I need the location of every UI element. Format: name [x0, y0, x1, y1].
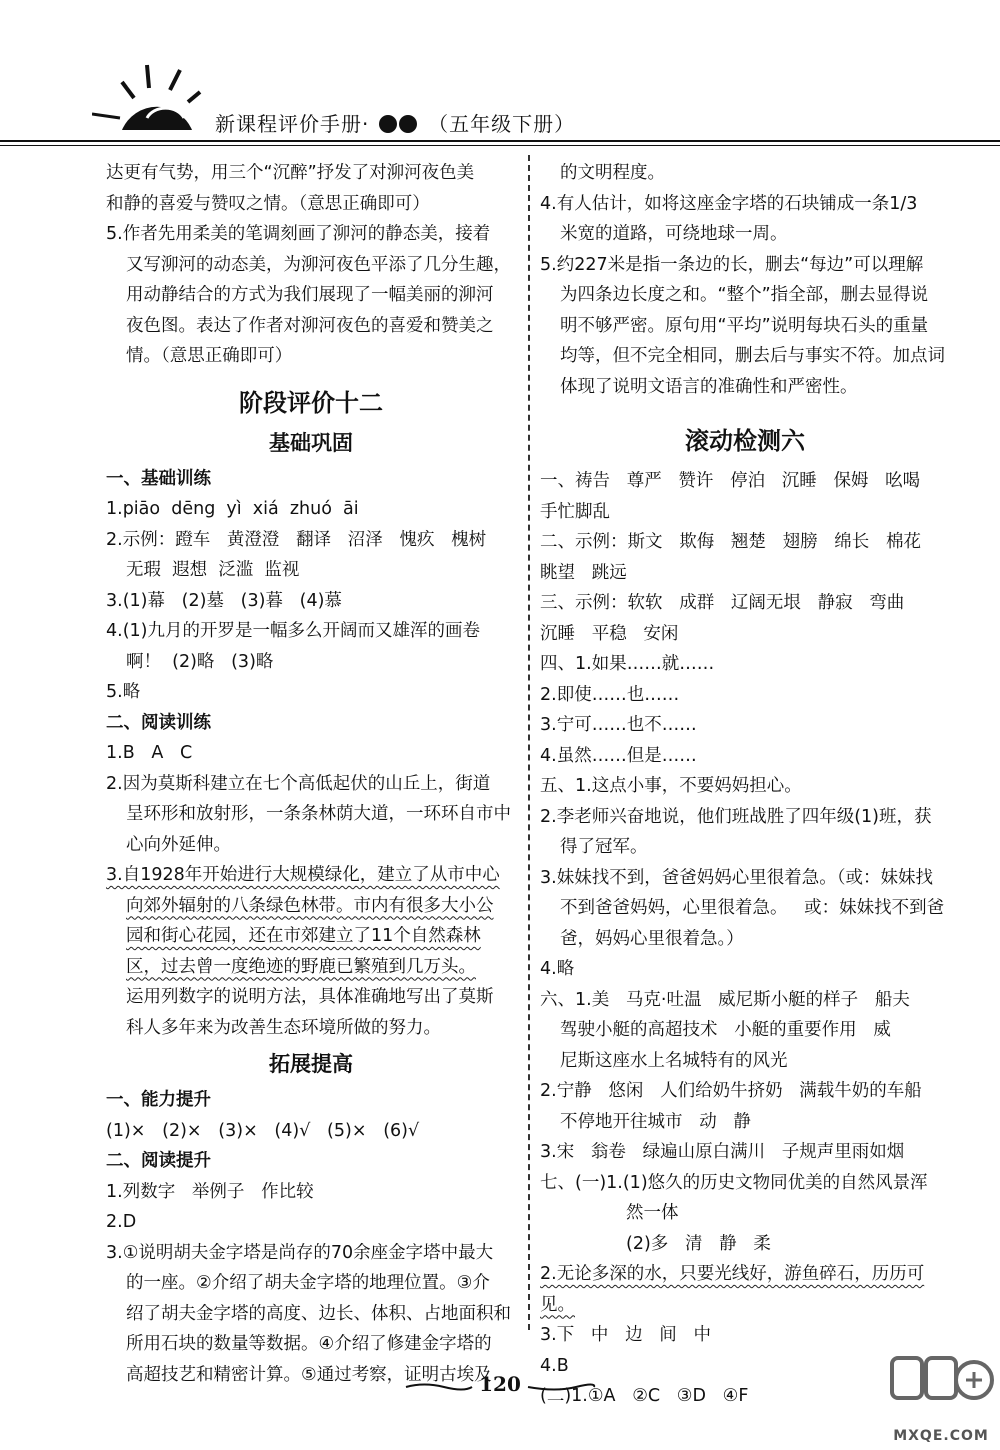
answer-line: 五、1.这点小事，不要妈妈担心。 [540, 776, 802, 796]
answer-line: 二、示例：斯文 欺侮 翘楚 翅膀 绵长 棉花 [540, 532, 921, 552]
answer-line: 3.宋 翁卷 绿遍山原白满川 子规声里雨如烟 [540, 1142, 905, 1162]
text-line: 和静的喜爱与赞叹之情。（意思正确即可） [106, 193, 430, 214]
text-line: 米宽的道路，可绕地球一周。 [560, 224, 788, 244]
column-divider [528, 155, 530, 1330]
book-title: 新课程评价手册· [215, 112, 370, 136]
answer-line: 3.下 中 边 间 中 [540, 1325, 711, 1345]
answer-line: 三、示例：软软 成群 辽阔无垠 静寂 弯曲 [540, 593, 905, 613]
text-line: 又写泖河的动态美，为泖河夜色平添了几分生趣， [126, 254, 511, 275]
answer-line [106, 952, 516, 983]
answer-line: 科人多年来为改善生态环境所做的努力。 [126, 1017, 441, 1038]
ornament-right-icon [526, 1380, 596, 1394]
answer-line: 心向外延伸。 [126, 834, 231, 855]
answer-line: 呈环形和放射形，一条条林荫大道，一环环自市中 [126, 804, 511, 824]
watermark-text: MXQE.COM [893, 1428, 989, 1444]
wavy-underlined-text: 2.无论多深的水，只要光线好，游鱼碎石，历历可见。 [540, 1264, 925, 1315]
watermark [888, 1352, 994, 1444]
answer-line: 手忙脚乱 [540, 501, 610, 522]
header-rule [0, 140, 1000, 142]
text-line: 明不够严密。原句用“平均”说明每块石头的重量 [560, 315, 929, 336]
text-line: 5.作者先用柔美的笔调刻画了泖河的静态美，接着 [106, 224, 491, 244]
answer-line: 所用石块的数量等数据。④介绍了修建金字塔的 [126, 1334, 492, 1354]
answer-line: 2.宁静 悠闲 人们给奶牛挤奶 满载牛奶的车船 [540, 1081, 922, 1101]
subsection-heading: 拓展提高 [269, 1052, 353, 1076]
answer-line: 不到爸爸妈妈，心里很着急。 或：妹妹找不到爸 [560, 898, 945, 918]
part-label: 二、阅读提升 [106, 1151, 211, 1171]
text-line: 用动静结合的方式为我们展现了一幅美丽的泖河 [126, 285, 494, 305]
text-line: 体现了说明文语言的准确性和严密性。 [560, 376, 858, 397]
answer-line: 然一体 [626, 1203, 679, 1223]
wavy-underlined-text: 区，过去曾一度绝迹的野鹿已繁殖到几万头。 [126, 956, 476, 977]
part-label: 一、基础训练 [106, 468, 211, 489]
answer-line: 2.示例：蹬车 黄澄澄 翻译 沼泽 愧疚 槐树 [106, 529, 487, 550]
answer-line: 高超技艺和精密计算。⑤通过考察，证明古埃及 [126, 1364, 492, 1385]
answer-line: 3.(1)幕 (2)墓 (3)暮 (4)慕 [106, 590, 342, 611]
text-line: 情。（意思正确即可） [126, 346, 293, 366]
text-line: 达更有气势，用三个“沉醉”抒发了对泖河夜色美 [106, 163, 475, 183]
answer-line: 4.(1)九月的开罗是一幅多么开阔而又雄浑的画卷 [106, 621, 480, 641]
answer-line: 啊！ (2)略 (3)略 [126, 651, 274, 672]
answer-line: 5.略 [106, 682, 141, 702]
answer-line [540, 1259, 950, 1320]
answer-line: 一、祷告 尊严 赞许 停泊 沉睡 保姆 吆喝 [540, 471, 921, 491]
answer-line: 2.D [106, 1212, 137, 1232]
answer-line [106, 921, 516, 952]
answer-line: 绍了胡夫金字塔的高度、边长、体积、占地面积和 [126, 1303, 511, 1324]
answer-line: 六、1.美 马克·吐温 威尼斯小艇的样子 船夫 [540, 989, 910, 1010]
answer-line: 无瑕 遐想 泛滥 监视 [126, 560, 300, 580]
answer-line: 4.B [540, 1355, 569, 1376]
answer-line: 4.略 [540, 959, 575, 979]
part-label: 二、阅读训练 [106, 712, 211, 733]
grade-label: （五年级下册） [428, 112, 576, 136]
answer-line: 3.宁可……也不…… [540, 715, 697, 735]
answer-line: 2.因为莫斯科建立在七个高低起伏的山丘上，街道 [106, 773, 491, 794]
answer-line: 爸，妈妈心里很着急。） [560, 928, 744, 949]
text-line: 4.有人估计，如将这座金字塔的石块铺成一条1/3 [540, 193, 918, 214]
text-line: 为四条边长度之和。“整个”指全部，删去显得说 [560, 285, 929, 305]
section-heading: 滚动检测六 [685, 427, 805, 455]
subsection-heading: 基础巩固 [269, 430, 353, 455]
answer-line: 不停地开往城市 动 静 [560, 1111, 751, 1132]
page-header [0, 0, 1000, 150]
answer-line: (二)1.①A ②C ③D ④F [540, 1386, 749, 1406]
wavy-underlined-text: 向郊外辐射的八条绿色林带。市内有很多大小公 [126, 895, 494, 916]
answer-line: 七、(一)1.(1)悠久的历史文物同优美的自然风景浑 [540, 1172, 928, 1193]
answer-line: 2.即使……也…… [540, 684, 680, 705]
answer-line: 4.虽然……但是…… [540, 745, 697, 766]
section-heading: 阶段评价十二 [239, 388, 383, 417]
answer-line: 3.①说明胡夫金字塔是尚存的70余座金字塔中最大 [106, 1242, 494, 1263]
answer-line: 眺望 跳远 [540, 562, 627, 583]
answer-line: 尼斯这座水上名城特有的风光 [560, 1050, 788, 1071]
ornament-left-icon [404, 1380, 474, 1394]
watermark-logo-icon [888, 1352, 994, 1418]
answer-line: 3.妹妹找不到，爸爸妈妈心里很着急。（或：妹妹找 [540, 867, 933, 888]
text-line: 的文明程度。 [560, 163, 665, 183]
answer-line: 驾驶小艇的高超技术 小艇的重要作用 威 [560, 1020, 891, 1040]
answer-line: 1.B A C [106, 743, 193, 763]
answer-line: 沉睡 平稳 安闲 [540, 623, 679, 644]
left-column [106, 158, 516, 1390]
answer-line: 1.列数字 举例子 作比较 [106, 1181, 314, 1202]
sun-logo-icon [92, 60, 202, 140]
text-line: 5.约227米是指一条边的长，删去“每边”可以理解 [540, 254, 924, 275]
wavy-underlined-text: 3.自1928年开始进行大规模绿化，建立了从市中心 [106, 865, 500, 885]
answer-line: 2.李老师兴奋地说，他们班战胜了四年级(1)班，获 [540, 806, 932, 827]
part-label: 一、能力提升 [106, 1090, 211, 1110]
answer-line [106, 860, 516, 891]
answer-line: (2)多 清 静 柔 [626, 1233, 771, 1254]
answer-line [106, 891, 516, 922]
blot-icon [377, 115, 421, 133]
answer-line: 四、1.如果……就…… [540, 654, 715, 674]
answer-line: 的一座。②介绍了胡夫金字塔的地理位置。③介 [126, 1273, 490, 1293]
answer-line: (1)× (2)× (3)× (4)√ (5)× (6)√ [106, 1120, 420, 1141]
answer-line: 1.piāo dēng yì xiá zhuó āi [106, 499, 359, 519]
answer-line: 运用列数字的说明方法，具体准确地写出了莫斯 [126, 987, 494, 1007]
wavy-underlined-text: 园和街心花园，还在市郊建立了11个自然森林 [126, 926, 481, 946]
header-rule-thin [0, 145, 1000, 146]
text-line: 夜色图。表达了作者对泖河夜色的喜爱和赞美之 [126, 315, 494, 336]
right-column [540, 158, 950, 1412]
page-footer [0, 1372, 1000, 1396]
header-title [215, 108, 575, 137]
answer-line: 得了冠军。 [560, 837, 648, 857]
text-line: 均等，但不完全相同，删去后与事实不符。加点词 [560, 346, 945, 366]
page-number: 120 [479, 1372, 521, 1396]
